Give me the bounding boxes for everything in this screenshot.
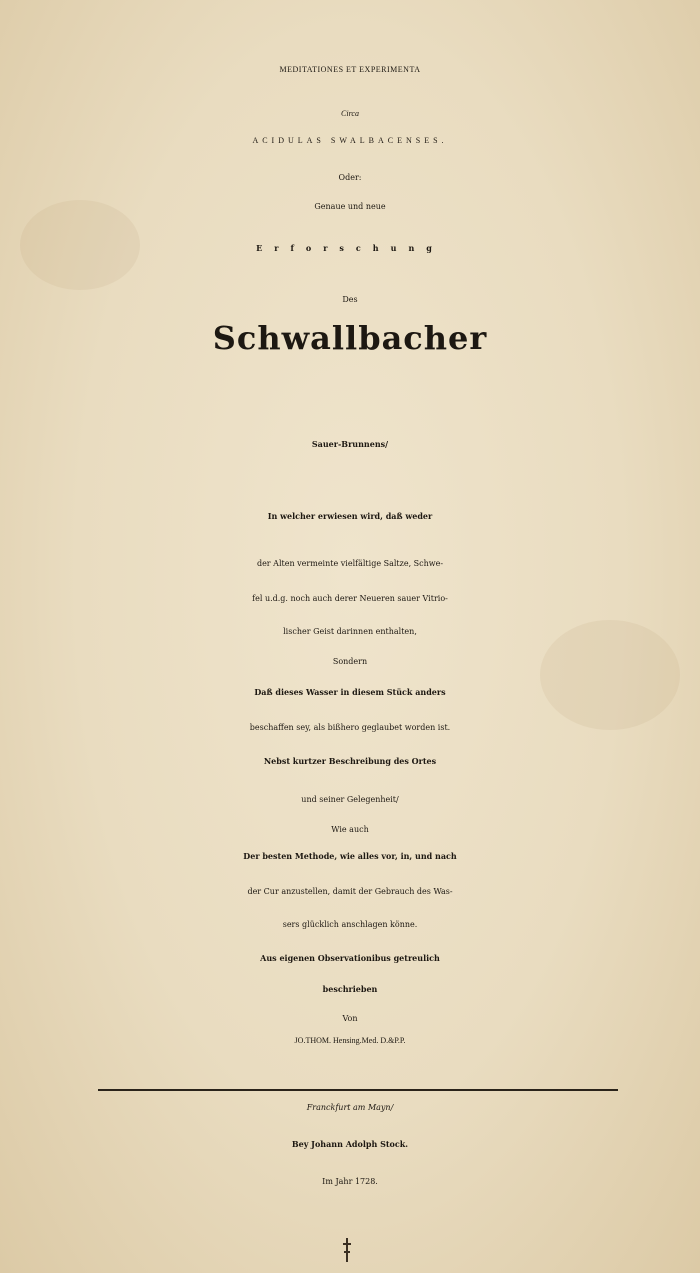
body-line-3: fel u.d.g. noch auch derer Neueren sauer Vitrio- [252, 594, 448, 603]
author-line: JO.THOM. Hensing.Med. D.&P.P. [294, 1036, 406, 1045]
body-line-9: und seiner Gelegenheit/ [301, 795, 399, 804]
imprint-printer: Bey Johann Adolph Stock. [291, 1139, 409, 1149]
latin-title-line-1: MEDITATIONES ET EXPERIMENTA [279, 65, 421, 74]
oder-line: Oder: [338, 173, 362, 182]
body-line-11: Der besten Methode, wie alles vor, in, und nach [243, 851, 457, 861]
latin-title-line-2: ACIDULAS SWALBACENSES. [252, 136, 448, 145]
schwallbacher-headline: Schwallbacher [212, 319, 488, 357]
body-line-13: sers glücklich anschlagen könne. [282, 920, 418, 929]
body-line-5: Sondern [332, 657, 368, 666]
paper-stain [540, 620, 680, 730]
body-line-15: beschrieben [322, 984, 378, 994]
body-line-6: Daß dieses Wasser in diesem Stück anders [254, 687, 446, 697]
signature-mark-icon [340, 1236, 354, 1264]
genaue-line: Genaue und neue [314, 202, 386, 211]
des-line: Des [342, 295, 358, 304]
body-line-7: beschaffen sey, als bißhero geglaubet worden ist. [249, 723, 451, 732]
latin-circa: Circa [341, 109, 359, 118]
body-line-8: Nebst kurtzer Beschreibung des Ortes [263, 756, 437, 766]
imprint-place: Franckfurt am Mayn/ [306, 1103, 394, 1112]
body-line-16: Von [342, 1014, 358, 1023]
imprint-rule [98, 1089, 618, 1091]
body-line-4: lischer Geist darinnen enthalten, [283, 627, 417, 636]
body-line-2: der Alten vermeinte vielfältige Saltze, Schwe- [256, 559, 444, 568]
body-line-10: Wie auch [331, 825, 369, 834]
erforschung-line: Erforschung [256, 243, 444, 253]
body-line-12: der Cur anzustellen, damit der Gebrauch des Was- [247, 887, 453, 896]
sauer-brunnens-headline: Sauer-Brunnens/ [311, 439, 389, 449]
imprint-year: Im Jahr 1728. [322, 1177, 378, 1186]
body-line-14: Aus eigenen Observationibus getreulich [260, 953, 440, 963]
body-line-1: In welcher erwiesen wird, daß weder [267, 511, 433, 521]
